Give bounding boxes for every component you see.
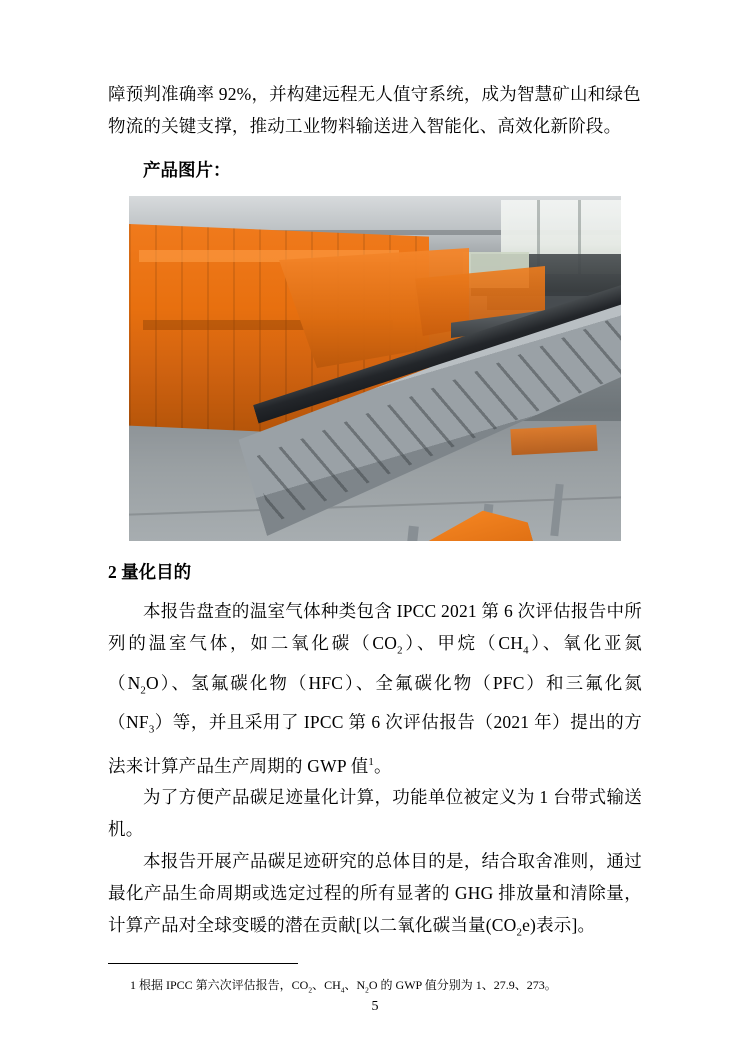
page-content bbox=[108, 78, 642, 1011]
footnote-ref-1[interactable]: 1 bbox=[368, 755, 375, 768]
footnote-ch4-subscript: 4 bbox=[340, 985, 345, 995]
footnote-text-b: 、CH bbox=[312, 977, 341, 992]
paragraph-line-2: 物流的关键支撑，推动工业物料输送进入智能化、高效化新阶段。 bbox=[108, 116, 622, 136]
ghg-text-j: 。 bbox=[374, 755, 392, 776]
spacer bbox=[108, 142, 642, 154]
ghg-text-g: ）等，并 bbox=[154, 712, 227, 732]
functional-unit-text-a: 为了方便产品碳足迹量化计算，功能单位被定义为 1 台带式输送 bbox=[143, 787, 642, 808]
ghg-text-a: 本报告盘查的温室气体种类包含 IPCC 2021 第 6 次评估报告中所 bbox=[143, 601, 642, 621]
photo-orange-cart bbox=[510, 425, 597, 455]
product-photo bbox=[129, 196, 621, 541]
ch4-subscript: 4 bbox=[523, 644, 529, 657]
footnote-n2o-subscript: 2 bbox=[365, 985, 369, 995]
purpose-text-d: e)表示]。 bbox=[522, 915, 596, 936]
nf3-subscript: 3 bbox=[148, 723, 155, 736]
spacer bbox=[108, 541, 642, 557]
footnote-text-a: 根据 IPCC 第六次评估报告，CO bbox=[139, 977, 309, 992]
footnote-separator bbox=[108, 963, 298, 964]
co2-subscript: 2 bbox=[397, 644, 403, 657]
footnote-1 bbox=[108, 976, 642, 999]
ghg-text-f: 氢氟碳化物（HFC）、全氟碳化物（PFC）和三氟化氮（NF bbox=[108, 672, 642, 732]
page-number: 5 bbox=[371, 999, 379, 1014]
n2o-subscript: 2 bbox=[140, 684, 147, 696]
ghg-text-c: ）、甲烷（CH bbox=[402, 633, 524, 653]
purpose-text-b: 最化产品生命周期或选定过程的所有显著的 GHG 排放量和清除量， bbox=[108, 883, 642, 904]
section-heading-2: 2 量化目的 bbox=[108, 562, 192, 582]
footnote-text-d: O 的 GWP 值分别为 1、27.9、273。 bbox=[368, 977, 557, 992]
ghg-text-h: 且采用了 IPCC 第 6 次评估报告（2021 年）提出的方法来计算产品生 bbox=[108, 712, 642, 776]
ghg-text-e: O）、 bbox=[146, 672, 192, 693]
spacer bbox=[108, 587, 642, 595]
paragraph-line-1: 障预判准确率 92%，并构建远程无人值守系统，成为智慧矿山和绿色 bbox=[108, 84, 641, 104]
paragraph-study-purpose bbox=[108, 845, 642, 949]
footnote-text-c: 、N bbox=[344, 977, 366, 992]
footnote-co2-subscript: 2 bbox=[308, 985, 313, 995]
paragraph-functional-unit bbox=[108, 781, 642, 845]
paragraph-ghg-types bbox=[108, 595, 642, 781]
paragraph-continued bbox=[108, 78, 642, 142]
product-photo-image bbox=[129, 196, 621, 541]
co2e-subscript: 2 bbox=[516, 926, 523, 939]
ghg-text-b: 列的温室气体，如二氧化碳（CO bbox=[108, 633, 398, 653]
ghg-text-d: ）、氧化亚氮（N bbox=[108, 633, 642, 693]
purpose-text-a: 本报告开展产品碳足迹研究的总体目的是，结合取舍准则，通过 bbox=[143, 851, 642, 872]
product-images-heading: 产品图片： bbox=[143, 160, 231, 180]
ghg-text-i: 产周期的 GWP 值 bbox=[231, 755, 369, 776]
footnote-marker: 1 bbox=[130, 977, 136, 992]
functional-unit-text-b: 机。 bbox=[108, 819, 144, 840]
purpose-text-c: 计算产品对全球变暖的潜在贡献[以二氧化碳当量(CO bbox=[108, 915, 517, 936]
